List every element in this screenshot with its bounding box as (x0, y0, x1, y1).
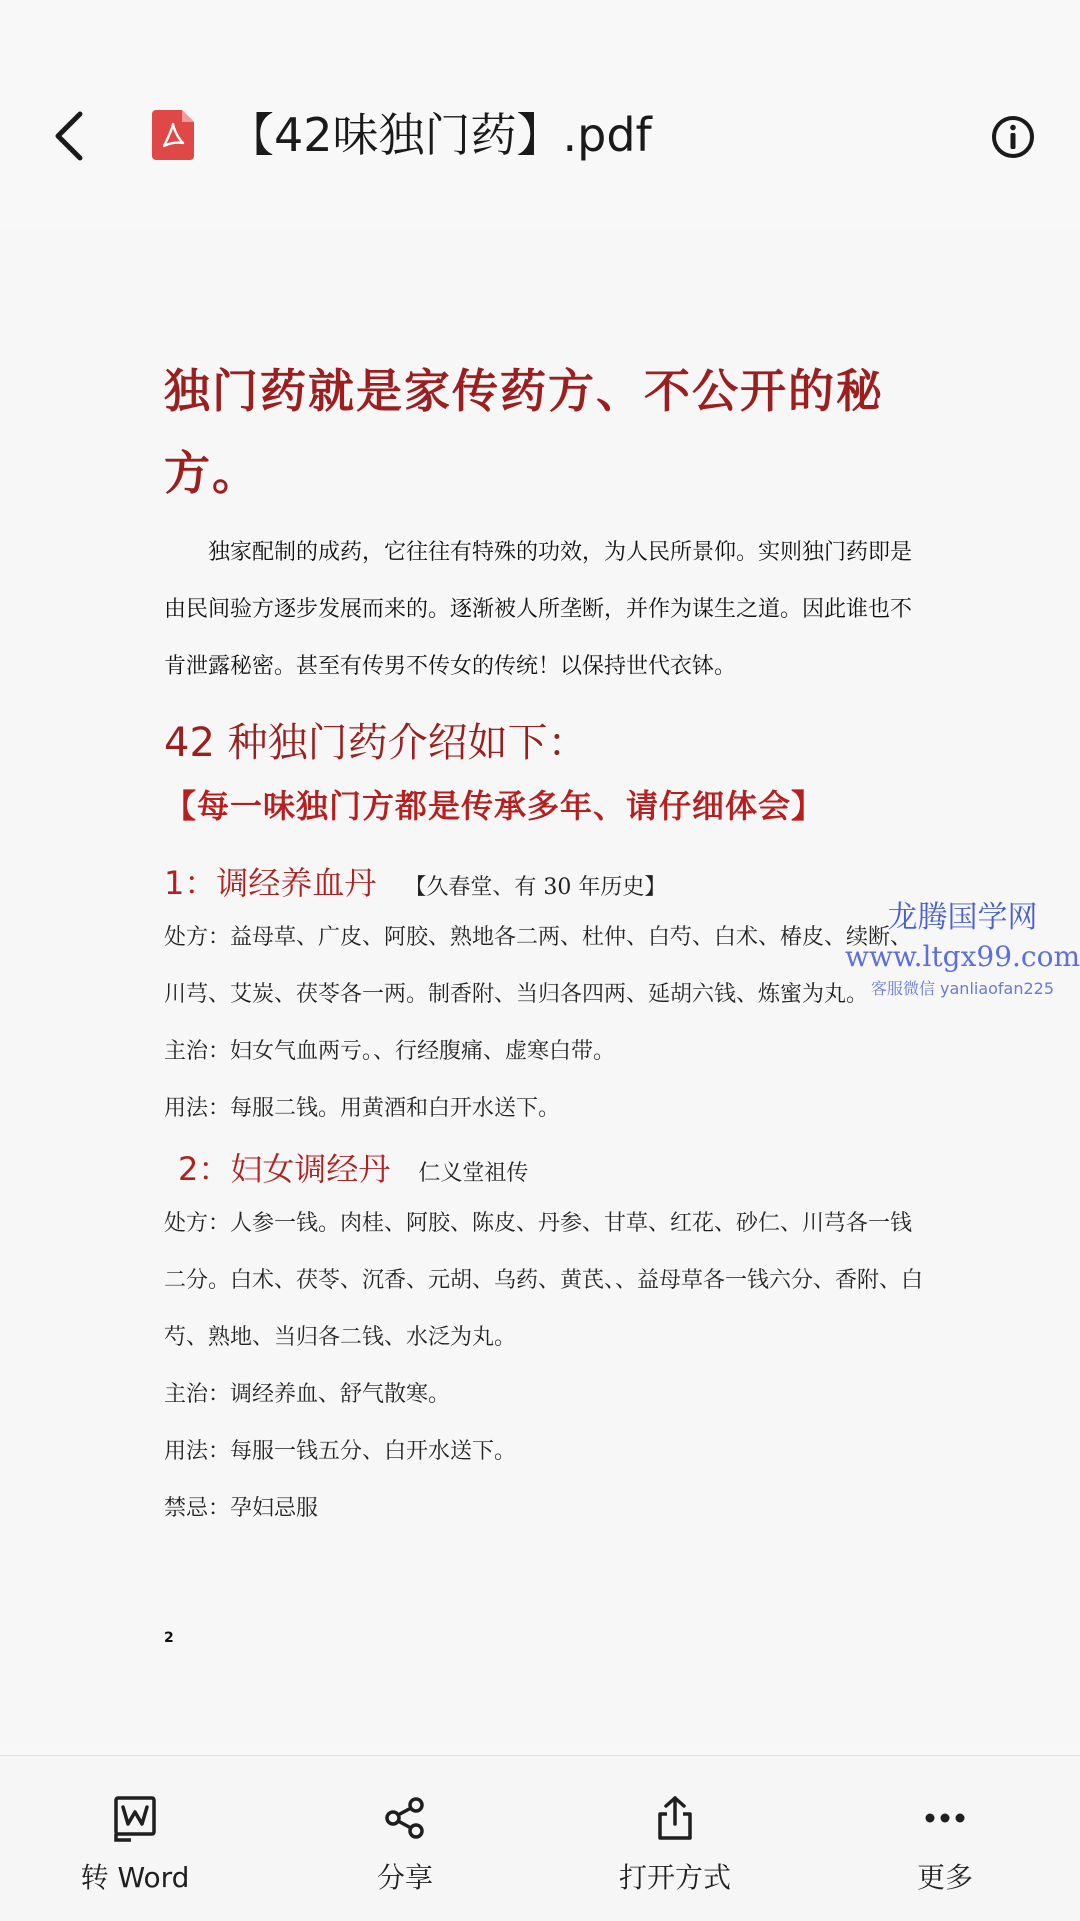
bottom-toolbar (0, 1755, 1080, 1921)
pdf-page[interactable] (0, 230, 1080, 1745)
document-heading: 独门药就是家传药方、不公开的秘方。 (164, 364, 884, 500)
info-icon[interactable] (990, 114, 1036, 160)
section-1-note: 【久春堂、有 30 年历史】 (404, 875, 667, 900)
watermark-name: 龙腾国学网 (887, 900, 1038, 935)
section-1-usage: 用法：每服二钱。用黄酒和白开水送下。 (164, 1096, 561, 1121)
pdf-file-icon (152, 110, 194, 160)
watermark (845, 898, 1080, 1002)
share-label: 分享 (376, 1861, 433, 1894)
more-icon (921, 1794, 969, 1842)
convert-word-button[interactable] (0, 1756, 270, 1921)
app-header (0, 0, 1080, 230)
open-with-icon (651, 1794, 699, 1842)
section-2-header (164, 1143, 924, 1195)
page-content (164, 350, 924, 1537)
page-number: 2 (164, 1630, 174, 1646)
intro-paragraph: 独家配制的成药，它往往有特殊的功效，为人民所景仰。实则独门药即是由民间验方逐步发展而来的。逐渐被人所垄断，并作为谋生之道。因此谁也不肯泄露秘密。甚至有传男不传女的传统！以保持世代衣钵。 (164, 540, 913, 679)
document-title: 【42味独门药】.pdf (228, 108, 652, 162)
section-1-header (164, 857, 924, 909)
open-with-button[interactable] (540, 1756, 810, 1921)
word-convert-icon (111, 1794, 159, 1842)
section-2-contraindication: 禁忌：孕妇忌服 (164, 1496, 319, 1521)
watermark-url: www.ltgx99.com (845, 940, 1080, 973)
back-icon[interactable] (48, 108, 92, 164)
section-2-prescription: 处方：人参一钱。肉桂、阿胶、陈皮、丹参、甘草、红花、砂仁、川芎各一钱二分。白术、茯苓、沉香、元胡、乌药、黄芪、、益母草各一钱六分、香附、白芍、熟地、当归各二钱、水泛为丸。 (164, 1211, 924, 1350)
section-1-indication: 主治：妇女气血两亏。、行经腹痛、虚寒白带。 (164, 1039, 616, 1064)
section-2-note: 仁义堂祖传 (418, 1161, 529, 1186)
notice-heading: 【每一味独门方都是传承多年、请仔细体会】 (164, 787, 825, 825)
section-1-prescription: 处方：益母草、广皮、阿胶、熟地各二两、杜仲、白芍、白术、椿皮、续断、川芎、艾炭、茯苓各一两。制香附、当归各四两、延胡六钱、炼蜜为丸。 (164, 925, 913, 1007)
section-2-title: 2：妇女调经丹 (178, 1150, 391, 1188)
section-2-usage: 用法：每服一钱五分、白开水送下。 (164, 1439, 517, 1464)
section-list-heading: 42 种独门药介绍如下： (164, 720, 588, 766)
more-button[interactable] (810, 1756, 1080, 1921)
more-label: 更多 (916, 1861, 973, 1894)
share-button[interactable] (270, 1756, 540, 1921)
watermark-contact: 客服微信 yanliaofan225 (870, 979, 1055, 998)
section-1-title: 1：调经养血丹 (164, 864, 377, 902)
section-2-indication: 主治：调经养血、舒气散寒。 (164, 1382, 451, 1407)
open-with-label: 打开方式 (618, 1861, 731, 1894)
convert-word-label: 转 Word (80, 1861, 190, 1894)
share-icon (381, 1794, 429, 1842)
